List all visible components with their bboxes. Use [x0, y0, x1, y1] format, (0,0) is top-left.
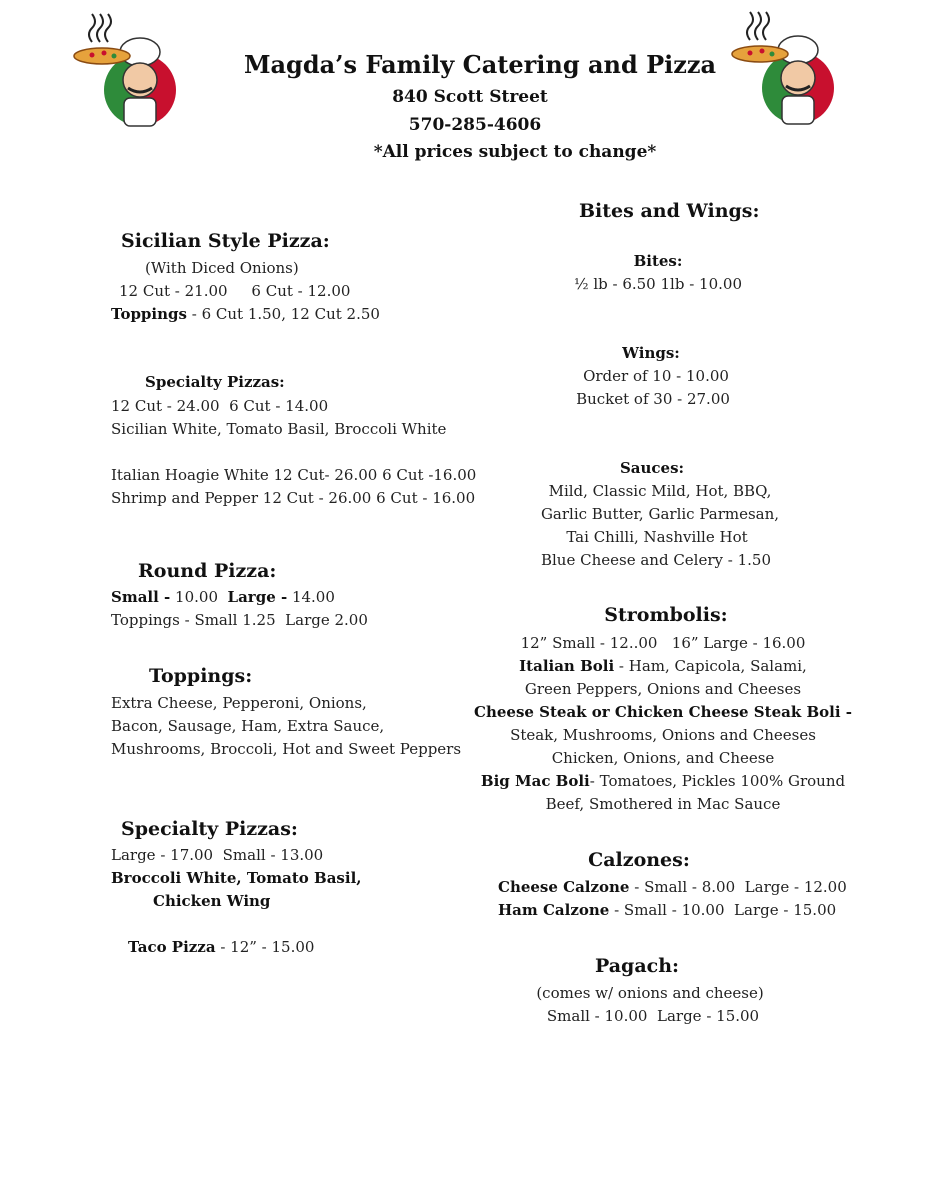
section-title-toppings: Toppings:	[149, 665, 253, 687]
toppings-line: Extra Cheese, Pepperoni, Onions,	[111, 694, 367, 712]
toppings-line: Mushrooms, Broccoli, Hot and Sweet Peppers	[111, 740, 462, 758]
bites-prices: ½ lb - 6.50 1lb - 10.00	[574, 275, 742, 293]
strombolis-sizes: 12” Small - 12..00 16” Large - 16.00	[520, 634, 806, 652]
pagach-subtitle: (comes w/ onions and cheese)	[536, 984, 764, 1002]
section-title-strombolis: Strombolis:	[604, 604, 728, 626]
sicilian-toppings-label: Toppings	[111, 305, 187, 323]
specialty-prices: Large - 17.00 Small - 13.00	[111, 846, 324, 864]
sauces-line: Garlic Butter, Garlic Parmesan,	[540, 505, 780, 523]
sauces-line: Tai Chilli, Nashville Hot	[566, 528, 748, 546]
phone: 570-285-4606	[408, 115, 542, 135]
bigmac-boli-text: - Tomatoes, Pickles 100% Ground	[589, 772, 846, 790]
cheese-calzone-text: - Small - 8.00 Large - 12.00	[629, 878, 847, 896]
wings-line: Bucket of 30 - 27.00	[576, 390, 730, 408]
specialty-kinds: Chicken Wing	[153, 892, 271, 910]
sauces-title: Sauces:	[619, 459, 685, 477]
bigmac-boli	[463, 770, 863, 793]
sicilian-specialty-prices: 12 Cut - 24.00 6 Cut - 14.00	[111, 397, 329, 415]
steak-boli-label: Cheese Steak or Chicken Cheese Steak Boli -	[474, 703, 852, 721]
italian-boli-text: - Ham, Capicola, Salami,	[614, 657, 807, 675]
sicilian-toppings	[111, 303, 380, 326]
ham-calzone	[498, 899, 836, 922]
round-toppings: Toppings - Small 1.25 Large 2.00	[111, 611, 368, 629]
page-title: Magda’s Family Catering and Pizza	[243, 50, 717, 79]
chef-with-pizza-icon	[730, 10, 840, 130]
ham-calzone-label: Ham Calzone	[498, 901, 610, 919]
italian-boli-line2: Green Peppers, Onions and Cheeses	[524, 680, 802, 698]
steak-boli-line: Steak, Mushrooms, Onions and Cheeses	[510, 726, 816, 744]
sauces-line: Blue Cheese and Celery - 1.50	[540, 551, 771, 569]
round-small-price: 10.00	[170, 588, 228, 606]
address: 840 Scott Street	[392, 87, 548, 107]
section-title-sicilian: Sicilian Style Pizza:	[121, 230, 330, 252]
italian-boli	[473, 655, 853, 678]
taco-label: Taco Pizza	[128, 938, 216, 956]
specialty-kinds: Broccoli White, Tomato Basil,	[111, 869, 362, 887]
sicilian-prices: 12 Cut - 21.00 6 Cut - 12.00	[119, 282, 351, 300]
sauces-line: Mild, Classic Mild, Hot, BBQ,	[548, 482, 772, 500]
section-title-specialty: Specialty Pizzas:	[121, 818, 298, 840]
bites-title: Bites:	[633, 252, 683, 270]
round-small-label: Small -	[111, 588, 171, 606]
section-title-bites-wings: Bites and Wings:	[579, 200, 760, 222]
sicilian-toppings-text: - 6 Cut 1.50, 12 Cut 2.50	[186, 305, 380, 323]
sicilian-hoagie: Italian Hoagie White 12 Cut- 26.00 6 Cut -16.00	[111, 466, 477, 484]
steak-boli-line: Chicken, Onions, and Cheese	[551, 749, 775, 767]
cheese-calzone-label: Cheese Calzone	[498, 878, 630, 896]
taco-pizza	[128, 936, 314, 959]
sicilian-specialty-kinds: Sicilian White, Tomato Basil, Broccoli White	[111, 420, 447, 438]
bigmac-boli-line2: Beef, Smothered in Mac Sauce	[545, 795, 781, 813]
section-title-calzones: Calzones:	[588, 849, 690, 871]
wings-title: Wings:	[622, 344, 680, 362]
sicilian-subtitle: (With Diced Onions)	[145, 259, 299, 277]
taco-text: - 12” - 15.00	[215, 938, 315, 956]
sicilian-shrimp: Shrimp and Pepper 12 Cut - 26.00 6 Cut - 16.00	[111, 489, 476, 507]
price-note: *All prices subject to change*	[373, 142, 657, 162]
section-title-round: Round Pizza:	[138, 560, 277, 582]
ham-calzone-text: - Small - 10.00 Large - 15.00	[609, 901, 837, 919]
round-large-price: 14.00	[287, 588, 335, 606]
chef-with-pizza-icon	[72, 12, 182, 132]
round-prices	[111, 586, 335, 609]
section-title-pagach: Pagach:	[594, 955, 680, 977]
italian-boli-label: Italian Boli	[519, 657, 615, 675]
wings-line: Order of 10 - 10.00	[583, 367, 729, 385]
pagach-prices: Small - 10.00 Large - 15.00	[546, 1007, 760, 1025]
round-large-label: Large -	[227, 588, 288, 606]
toppings-line: Bacon, Sausage, Ham, Extra Sauce,	[111, 717, 385, 735]
bigmac-boli-label: Big Mac Boli	[480, 772, 590, 790]
cheese-calzone	[498, 876, 847, 899]
section-title-sicilian-specialty: Specialty Pizzas:	[145, 373, 285, 391]
